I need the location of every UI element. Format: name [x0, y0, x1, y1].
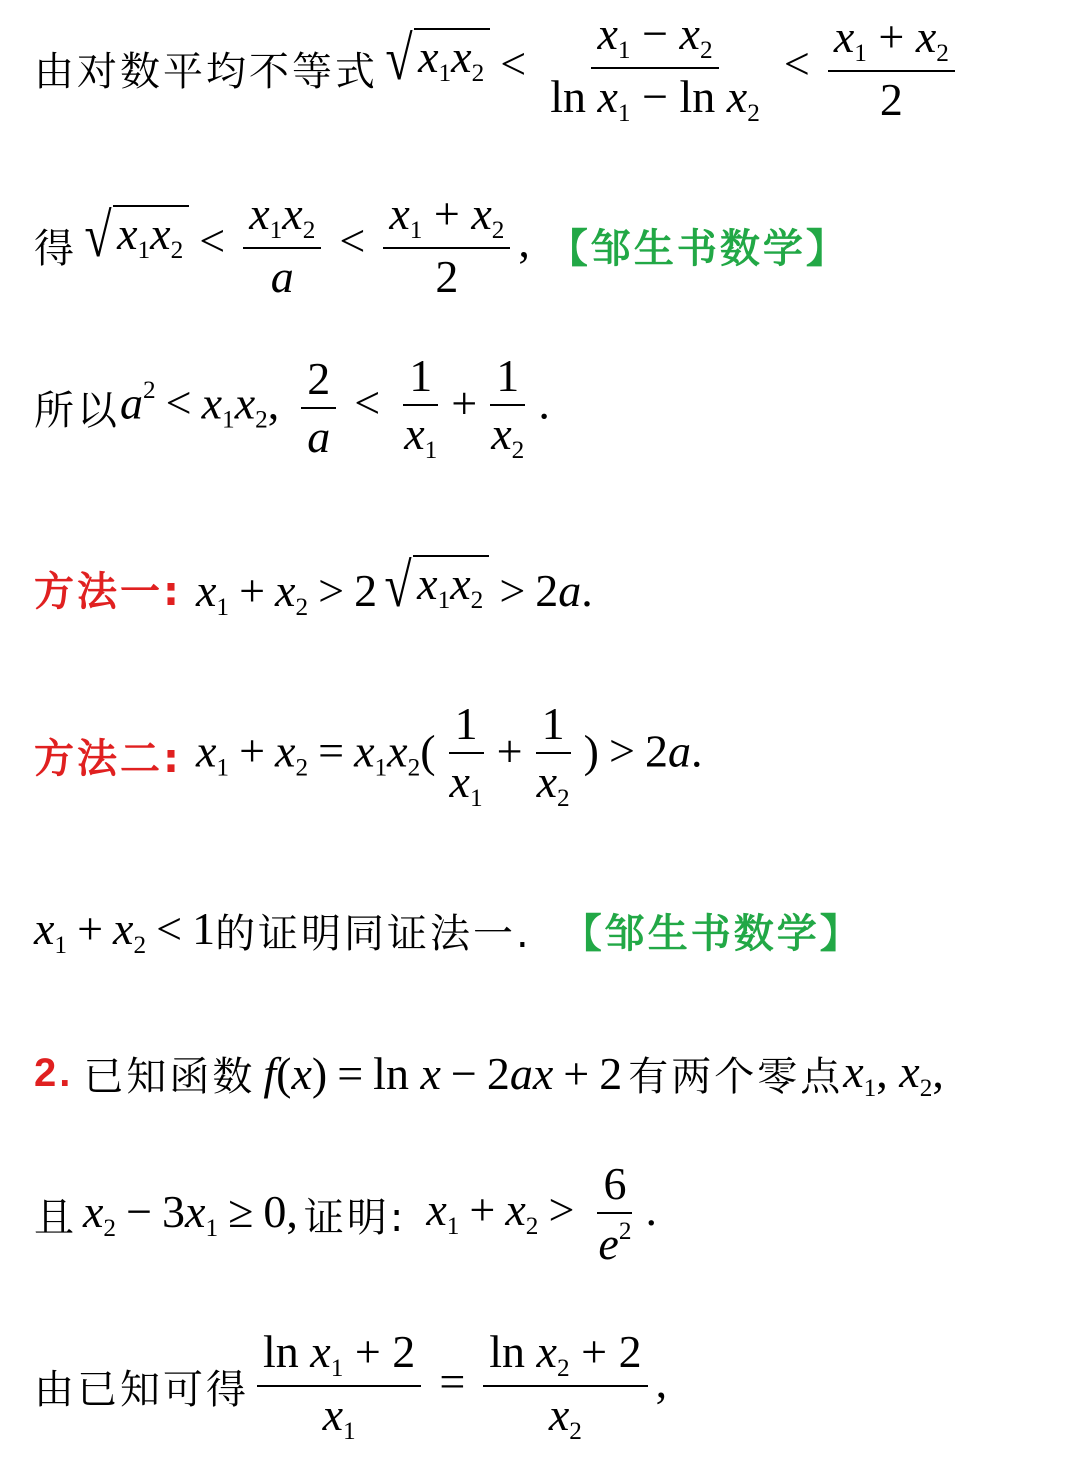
- question-number: 2.: [34, 1051, 74, 1096]
- formula-therefore: $a^2 < x1x2$, $\frac{2}{a}$ < $\frac{1}{x1}$ + $\frac{1}{x2}$ .: [120, 350, 550, 465]
- formula-method-two: x1 + x2 = x1x2( $\frac{1}{x1}$ + $\frac{1}{x2}$ ) > 2a.: [196, 698, 703, 813]
- formula-log-mean: √ x1x2 < $\frac{x1 - x2}{\text{ln x1 − ln x2}}$ < $\frac{x1 + x2}{2}$: [378, 10, 963, 127]
- line-derivation: [0, 1328, 1080, 1445]
- intro-text: 由对数平均不等式: [34, 48, 378, 95]
- line-therefore: [0, 352, 1080, 464]
- formula-result: √ x1x2 < $\frac{x1x2}{a}$ < $\frac{x1 + x2}{2}$ ,: [84, 188, 530, 303]
- question-text-2: 有两个零点: [628, 1054, 844, 1101]
- line-upper-bound-proof: [0, 902, 1080, 960]
- formula-derivation: $\frac{\text{ln x1 + 2}}{x1}$ = $\frac{\text{ln x2 + 2}}{x2}$ ,: [249, 1328, 667, 1445]
- formula-function: f(x) = ln x − 2ax + 2: [263, 1048, 623, 1100]
- proof-same-text: 的证明同证法一.: [215, 911, 532, 958]
- get-text: 得: [34, 226, 77, 273]
- formula-goal: x1 + x2 > $\frac{6}{e^2}$ .: [426, 1158, 657, 1270]
- therefore-text: 所以: [34, 388, 120, 435]
- method-one-label: 方法一:: [34, 568, 182, 615]
- formula-upper-bound: x1 + x2 < 1: [34, 903, 216, 959]
- line-question-two: [0, 1045, 1080, 1103]
- formula-zeros: x1, x2,: [843, 1046, 944, 1102]
- and-text: 且: [34, 1194, 77, 1241]
- line-log-mean-inequality: [0, 10, 1080, 127]
- line-method-two: [0, 700, 1080, 812]
- line-condition: [0, 1160, 1080, 1269]
- brand-tag: 【邹生书数学】: [547, 226, 849, 273]
- method-two-label: 方法二:: [34, 736, 182, 783]
- line-result-inequality: [0, 190, 1080, 302]
- brand-tag-2: 【邹生书数学】: [561, 911, 863, 958]
- line-method-one: [0, 552, 1080, 622]
- prove-text: 证明:: [303, 1194, 407, 1241]
- question-text-1: 已知函数: [83, 1054, 256, 1101]
- formula-method-one: x1 + x2 > 2 √ x1x2 > 2a.: [196, 552, 593, 621]
- derivation-text: 由已知可得: [34, 1366, 249, 1413]
- formula-condition: x2 − 3x1 ≥ 0,: [83, 1186, 298, 1243]
